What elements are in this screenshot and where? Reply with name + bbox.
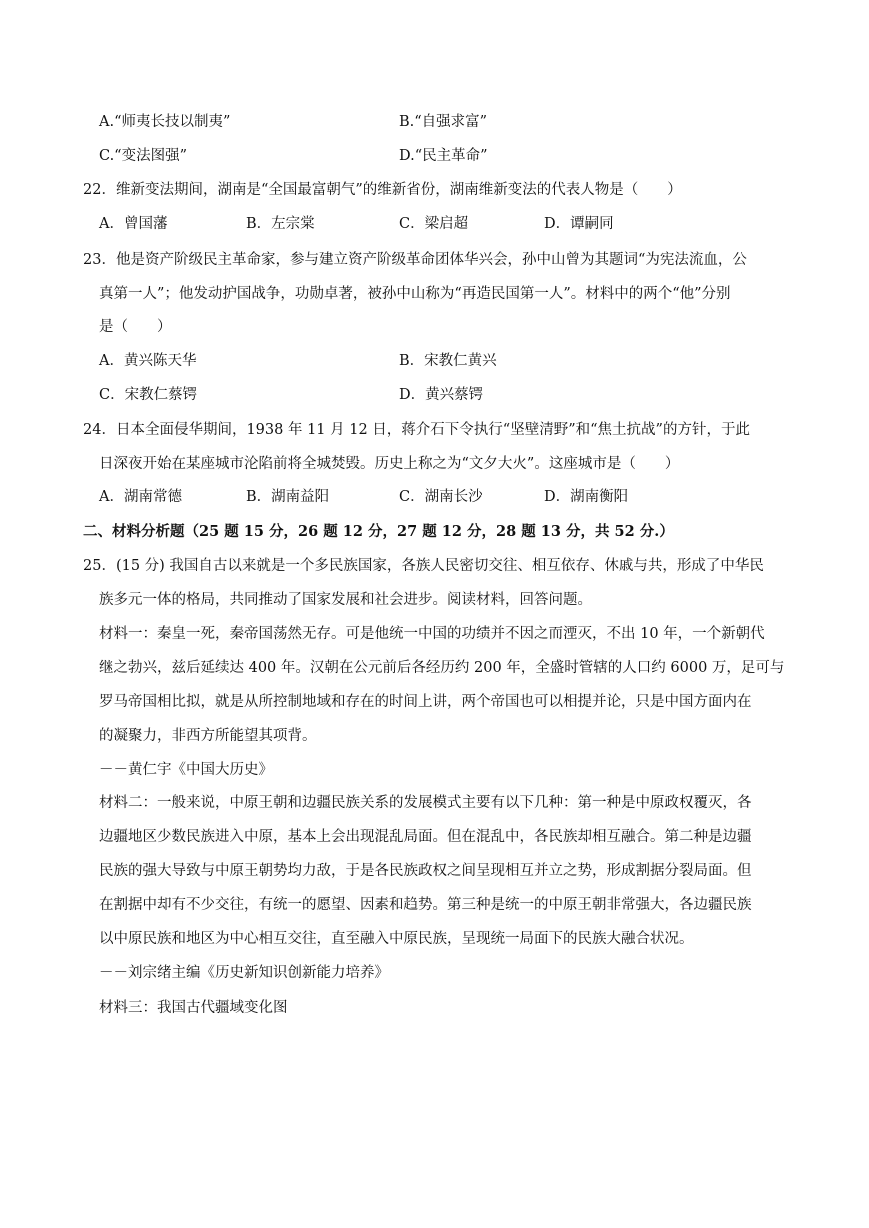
material-1-source: －－黄仁宇《中国大历史》 [99,762,273,778]
q22-stem: 22．维新变法期间，湖南是“全国最富朝气”的维新省份，湖南维新变法的代表人物是（ ） [83,182,682,198]
q21-option-a: A.“师夷长技以制夷” [99,114,231,130]
q24-option-d: D．湖南衡阳 [544,489,629,505]
q22-option-c: C．梁启超 [399,216,469,232]
q24-option-a: A．湖南常德 [99,489,182,505]
q23-option-d: D．黄兴蔡锷 [399,387,484,403]
material-1-line-2: 继之勃兴，兹后延续达 400 年。汉朝在公元前后各经历约 200 年，全盛时管辖的人口约 6000 万，足可与 [99,660,785,676]
q23-stem-line-1: 23．他是资产阶级民主革命家，参与建立资产阶级革命团体华兴会，孙中山曾为其题词“为宪法流血，公 [83,252,747,268]
q21-option-c: C.“变法图强” [99,148,188,164]
material-1-line-1: 材料一：秦皇一死，秦帝国荡然无存。可是他统一中国的功绩并不因之而湮灭，不出 10 年，一个新朝代 [99,626,765,642]
material-2-source: －－刘宗绪主编《历史新知识创新能力培养》 [99,965,389,981]
q22-option-a: A．曾国藩 [99,216,168,232]
q24-stem-line-1: 24．日本全面侵华期间，1938 年 11 月 12 日，蒋介石下令执行“坚壁清野”和“焦土抗战”的方针，于此 [83,422,750,438]
material-2-line-3: 民族的强大导致与中原王朝势均力敌，于是各民族政权之间呈现相互并立之势，形成割据分裂局面。但 [99,863,752,879]
q21-option-b: B.“自强求富” [399,114,488,130]
q23-option-a: A．黄兴陈天华 [99,353,197,369]
section-heading: 二、材料分析题（25 题 15 分，26 题 12 分，27 题 12 分，28 题 13 分，共 52 分.） [83,523,674,540]
material-2-line-2: 边疆地区少数民族进入中原，基本上会出现混乱局面。但在混乱中，各民族却相互融合。第二种是边疆 [99,829,752,845]
material-2-line-5: 以中原民族和地区为中心相互交往，直至融入中原民族，呈现统一局面下的民族大融合状况。 [99,931,694,947]
material-2-line-4: 在割据中却有不少交往，有统一的愿望、因素和趋势。第三种是统一的中原王朝非常强大，各边疆民族 [99,897,752,913]
material-1-line-4: 的凝聚力，非西方所能望其项背。 [99,728,317,744]
q22-option-d: D．谭嗣同 [544,216,614,232]
q23-stem-line-2: 真第一人”；他发动护国战争，功勋卓著，被孙中山称为“再造民国第一人”。材料中的两个“他”分别 [99,286,731,302]
material-3-title: 材料三：我国古代疆域变化图 [99,1000,288,1016]
q24-stem-line-2: 日深夜开始在某座城市沦陷前将全城焚毁。历史上称之为“文夕大火”。这座城市是（ ） [99,456,680,472]
q23-option-b: B．宋教仁黄兴 [399,353,497,369]
material-1-line-3: 罗马帝国相比拟，就是从所控制地域和存在的时间上讲，两个帝国也可以相提并论，只是中国方面内在 [99,694,752,710]
q22-option-b: B．左宗棠 [246,216,315,232]
q24-option-c: C．湖南长沙 [399,489,483,505]
q24-option-b: B．湖南益阳 [246,489,330,505]
q25-intro-line-1: 25．(15 分) 我国自古以来就是一个多民族国家，各族人民密切交往、相互依存、休戚与共，形成了中华民 [83,558,764,574]
q23-option-c: C．宋教仁蔡锷 [99,387,198,403]
material-2-line-1: 材料二：一般来说，中原王朝和边疆民族关系的发展模式主要有以下几种：第一种是中原政权覆灭，各 [99,795,752,811]
q25-intro-line-2: 族多元一体的格局，共同推动了国家发展和社会进步。阅读材料，回答问题。 [99,592,592,608]
q23-stem-line-3: 是（ ） [99,319,172,335]
q21-option-d: D.“民主革命” [399,148,488,164]
